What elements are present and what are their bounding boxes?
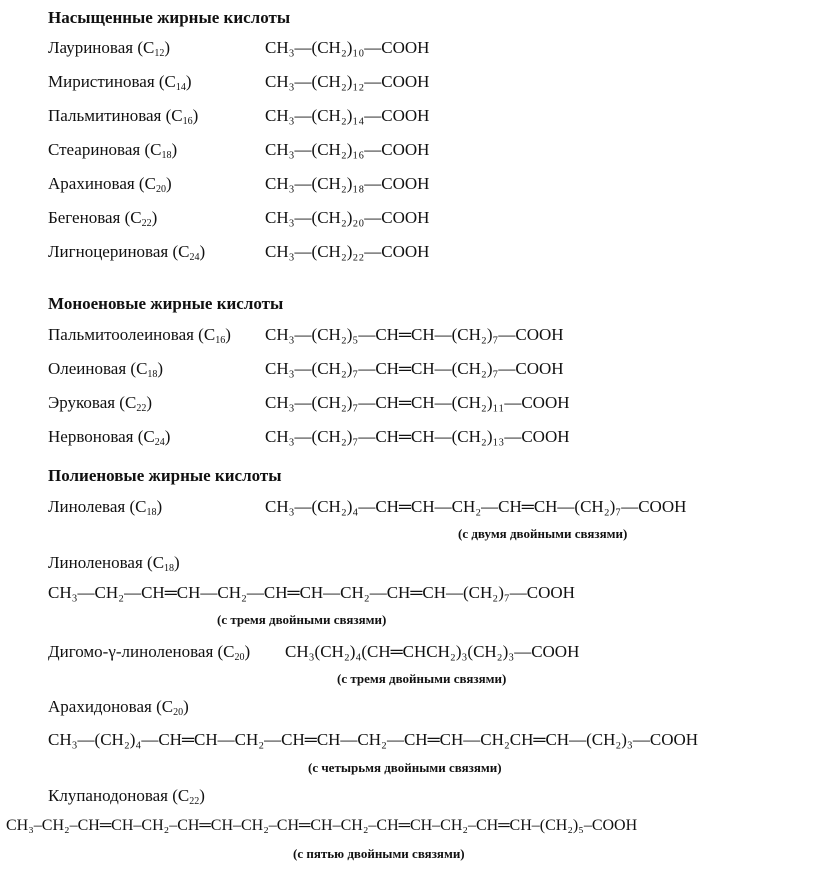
note-linoleic: (с двумя двойными связями) (458, 526, 628, 541)
formula-dihomo-gamma-linolenic: CH₃(CH₂)₄(CH═CHCH₂)₃(CH₂)₃—COOH (285, 642, 580, 661)
formula-oleic: CH₃—(CH₂)₇—CH═CH—(CH₂)₇—COOH (265, 359, 564, 378)
acid-name-lauric: Лауриновая $(C_{12})$ (48, 38, 170, 59)
note-clupanodonic: (с пятью двойными связями) (293, 846, 465, 861)
acid-name-oleic: Олеиновая $(C_{18})$ (48, 359, 164, 380)
formula-linoleic: CH₃—(CH₂)₄—CH═CH—CH₂—CH═CH—(CH₂)₇—COOH (265, 497, 687, 516)
acid-name-linolenic: Линоленовая $(C_{18})$ (48, 553, 180, 574)
section-title-monoenoic: Моноеновые жирные кислоты (48, 294, 284, 313)
formula-myristic: CH₃—(CH₂)₁₂—COOH (265, 72, 430, 91)
acid-name-lignoceric: Лигноцериновая $(C_{24})$ (48, 242, 206, 263)
formula-stearic: CH₃—(CH₂)₁₆—COOH (265, 140, 430, 159)
formula-palmitoleic: CH₃—(CH₂)₅—CH═CH—(CH₂)₇—COOH (265, 325, 564, 344)
formula-arachidonic: CH₃—(CH₂)₄—CH═CH—CH₂—CH═CH—CH₂—CH═CH—CH₂CH═CH—(CH₂)₃—COOH (48, 730, 699, 749)
formula-nervonic: CH₃—(CH₂)₇—CH═CH—(CH₂)₁₃—COOH (265, 427, 570, 446)
acid-name-palmitic: Пальмитиновая $(C_{16})$ (48, 106, 199, 127)
acid-name-clupanodonic: Клупанодоновая $(C_{22})$ (48, 786, 205, 807)
section-title-saturated: Насыщенные жирные кислоты (48, 8, 291, 27)
acid-name-dihomo-gamma-linolenic: Дигомо-γ-линоленовая $(C_{20})$ (48, 642, 251, 663)
acid-name-palmitoleic: Пальмитоолеиновая $(C_{16})$ (48, 325, 231, 346)
formula-clupanodonic: CH₃–CH₂–CH═CH–CH₂–CH═CH–CH₂–CH═CH–CH₂–CH═CH–CH₂–CH═CH–(CH₂)₅–COOH (6, 817, 638, 834)
section-title-polyenoic: Полиеновые жирные кислоты (48, 466, 282, 485)
acid-name-erucic: Эруковая $(C_{22})$ (48, 393, 152, 414)
acid-name-behenic: Бегеновая $(C_{22})$ (48, 208, 158, 229)
acid-name-arachidic: Арахиновая $(C_{20})$ (48, 174, 172, 195)
formula-palmitic: CH₃—(CH₂)₁₄—COOH (265, 106, 430, 125)
note-dihomo-gamma-linolenic: (с тремя двойными связями) (337, 671, 507, 686)
acid-name-stearic: Стеариновая $(C_{18})$ (48, 140, 178, 161)
formula-lignoceric: CH₃—(CH₂)₂₂—COOH (265, 242, 430, 261)
note-arachidonic: (с четырьмя двойными связями) (308, 760, 502, 775)
formula-lauric: CH₃—(CH₂)₁₀—COOH (265, 38, 430, 57)
formula-behenic: CH₃—(CH₂)₂₀—COOH (265, 208, 430, 227)
note-linolenic: (с тремя двойными связями) (217, 612, 387, 627)
acid-name-linoleic: Линолевая $(C_{18})$ (48, 497, 163, 518)
formula-erucic: CH₃—(CH₂)₇—CH═CH—(CH₂)₁₁—COOH (265, 393, 570, 412)
acid-name-nervonic: Нервоновая $(C_{24})$ (48, 427, 171, 448)
formula-arachidic: CH₃—(CH₂)₁₈—COOH (265, 174, 430, 193)
formula-linolenic: CH₃—CH₂—CH═CH—CH₂—CH═CH—CH₂—CH═CH—(CH₂)₇—COOH (48, 583, 575, 602)
acid-name-arachidonic: Арахидоновая $(C_{20})$ (48, 697, 189, 718)
acid-name-myristic: Миристиновая $(C_{14})$ (48, 72, 192, 93)
